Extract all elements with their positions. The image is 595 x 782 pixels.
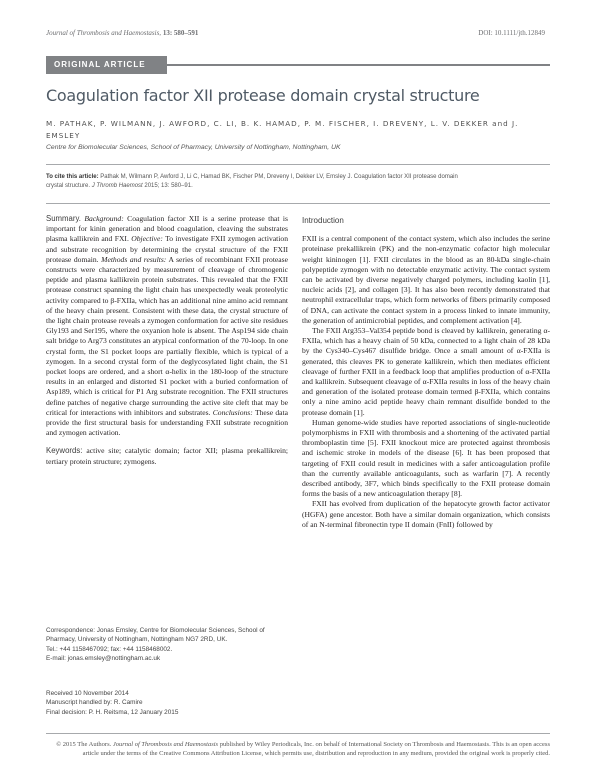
background-label: Background: bbox=[84, 214, 124, 223]
keywords-text: active site; catalytic domain; factor XII; plasma prekallikrein; tertiary protein structure; zymogens. bbox=[46, 446, 288, 466]
summary-paragraph bbox=[46, 214, 288, 438]
citation-label: To cite this article: bbox=[46, 174, 99, 180]
divider bbox=[46, 203, 550, 204]
author-list: M. PATHAK, P. WILMANN, J. AWFORD, C. LI, B. K. HAMAD, P. M. FISCHER, I. DREVENY, L. V. DEKKER and J. EMSLEY bbox=[46, 119, 519, 140]
correspondence-phone: Tel.: +44 1158467092; fax: +44 1158468002. bbox=[46, 645, 173, 653]
correspondence-email[interactable]: E-mail: jonas.emsley@nottingham.ac.uk bbox=[46, 655, 161, 663]
article-type-banner: ORIGINAL ARTICLE bbox=[46, 56, 167, 74]
conclusions-text: These data provide the first structural basis for understanding FXII substrate recognition and zymogen activation. bbox=[46, 407, 288, 438]
divider bbox=[46, 164, 550, 165]
dates-block bbox=[46, 689, 288, 717]
license-terms: This is an open access article under the terms of the Creative Commons Attribution License, which permits use, distribution and reproduction in any medium, provided the original work is properly cited. bbox=[82, 741, 550, 757]
banner-rule bbox=[167, 64, 550, 66]
introduction-column bbox=[302, 216, 550, 530]
objective-label: Objective: bbox=[131, 234, 163, 244]
correspondence-address: Correspondence: Jonas Emsley, Centre for Biomolecular Sciences, School of Pharmacy, University of Nottingham, Nottingham NG7 2RD, UK. bbox=[46, 627, 265, 644]
final-decision: Final decision: P. H. Reitsma, 12 January 2015 bbox=[46, 708, 179, 716]
citation-year: 2015; 13: 580–91. bbox=[144, 183, 193, 190]
intro-paragraph: The FXII Arg353–Val354 peptide bond is cleaved by kallikrein, generating α-FXIIa, which has a heavy chain of 50 kDa, connected to a light chain of 28 kDa by the Cys340–Cys467 disulfide bridge. Once a small amount of α-FXIIa is generated, this cleaves PK to generate kallikrein, which then mediates efficient cleavage of further FXII in a feedback loop that amplifies production of α-FXIIa and kallikrein. Subsequent cleavage of α-FXIIa results in loss of the heavy chain and generation of the isolated protease domain termed β-FXIIa, which contains only a nine amino acid peptide heavy chain remnant disulfide bonded to the protease domain [1]. bbox=[302, 326, 550, 417]
methods-label: Methods and results: bbox=[101, 254, 167, 264]
divider bbox=[46, 733, 550, 734]
intro-paragraph: FXII is a central component of the contact system, which also includes the serine proteinase prekallikrein (PK) and the non-enzymatic cofactor high molecular weight kininogen [1]. FXII circulates in the blood as an 80-kDa single-chain polypeptide zymogen with no detectable enzymatic activity. The contact system can be activated by diverse negatively charged polymers, including kaolin [1], nucleic acids [2], and collagen [3]. It has also been recently demonstrated that neutrophil extracellular traps, which form networks of fibers primarily composed of DNA, can activate the contact system in a process linked to innate immunity, the generation of antimicrobial peptides, and complement activation [4]. bbox=[302, 234, 550, 325]
keywords-label: Keywords: bbox=[46, 446, 83, 456]
conclusions-label: Conclusions: bbox=[212, 407, 253, 417]
correspondence-block bbox=[46, 626, 288, 664]
doi-link[interactable]: DOI: 10.1111/jth.12849 bbox=[478, 29, 545, 37]
running-head bbox=[46, 29, 545, 41]
summary-column bbox=[46, 214, 288, 467]
affiliation: Centre for Biomolecular Sciences, School of Pharmacy, University of Nottingham, Nottingham, UK bbox=[46, 144, 341, 151]
copyright-publisher: published by Wiley Periodicals, Inc. on behalf of International Society on Thrombosis and Haemostasis. bbox=[219, 741, 491, 748]
objective-text: To investigate FXII zymogen activation and substrate recognition by determining the crystal structure of the FXII protease domain. bbox=[46, 234, 288, 264]
background-text: Coagulation factor XII is a serine protease that is important for kinin generation and blood coagulation, cleaving the substrates plasma kallikrein and FXI. bbox=[46, 214, 288, 244]
methods-text: A series of recombinant FXII protease constructs were characterized by measurement of cleavage of chromogenic peptide and plasma kallikrein protein substrates. This revealed that the FXII protease construct spanning the light chain has unexpectedly weak proteolytic activity compared to β-FXIIa, which has an additional nine amino acid remnant of the heavy chain present. Consistent with these data, the crystal structure of the light chain protease reveals a zymogen conformation for active site residues Gly193 and Ser195, where the oxyanion hole is absent. The Asp194 side chain salt bridge to Arg73 constitutes an atypical conformation of the 70-loop. In one crystal form, the S1 pocket loops are partially flexible, which is typical of a zymogen. In a second crystal form of the deglycosylated light chain, the S1 pocket loops are ordered, and a short α-helix in the 180-loop of the structure results in an enlarged and distorted S1 pocket with a buried conformation of Asp189, which is critical for P1 Arg substrate recognition. The FXII structures define patches of negative charge surrounding the active site cleft that may be critical for interactions with inhibitors and substrates. bbox=[46, 254, 289, 417]
copyright-text: © 2015 The Authors. bbox=[56, 741, 112, 748]
keywords-paragraph bbox=[46, 446, 288, 466]
running-head-journal: Journal of Thrombosis and Haemostasis, 13: 580–591 bbox=[46, 29, 199, 37]
introduction-heading: Introduction bbox=[302, 216, 344, 225]
article-title: Coagulation factor XII protease domain crystal structure bbox=[46, 86, 480, 105]
citation-journal: J Thromb Haemost bbox=[91, 183, 143, 190]
citation-text: Pathak M, Wilmann P, Awford J, Li C, Hamad BK, Fischer PM, Dreveny I, Dekker LV, Emsley J. Coagulation factor XII protease domain crystal structure. bbox=[46, 174, 458, 190]
citation-block bbox=[46, 173, 466, 192]
intro-paragraph: FXII has evolved from duplication of the hepatocyte growth factor activator (HGFA) gene ancestor. Both have a similar domain organization, which consists of an N-terminal fibronectin type II domain (FnII) followed by bbox=[302, 499, 550, 529]
copyright-journal: Journal of Thrombosis and Haemostasis bbox=[112, 741, 219, 748]
handling-editor: Manuscript handled by: R. Camire bbox=[46, 699, 143, 707]
received-date: Received 10 November 2014 bbox=[46, 690, 129, 697]
summary-label: Summary. bbox=[46, 214, 81, 223]
intro-paragraph: Human genome-wide studies have reported associations of single-nucleotide polymorphisms in FXII with thrombosis and a shortening of the activated partial thromboplastin time [5]. FXII knockout mice are protected against thrombosis and ischemic stroke in models of the disease [6]. It has been proposed that targeting of FXII could result in medicines with a safer anticoagulation profile than the currently available anticoagulants, such as warfarin [7]. A recently described antibody, 3F7, which binds specifically to the FXII protease domain forms the basis of a new anticoagulation therapy [8]. bbox=[302, 417, 550, 499]
license-notice bbox=[46, 741, 550, 758]
